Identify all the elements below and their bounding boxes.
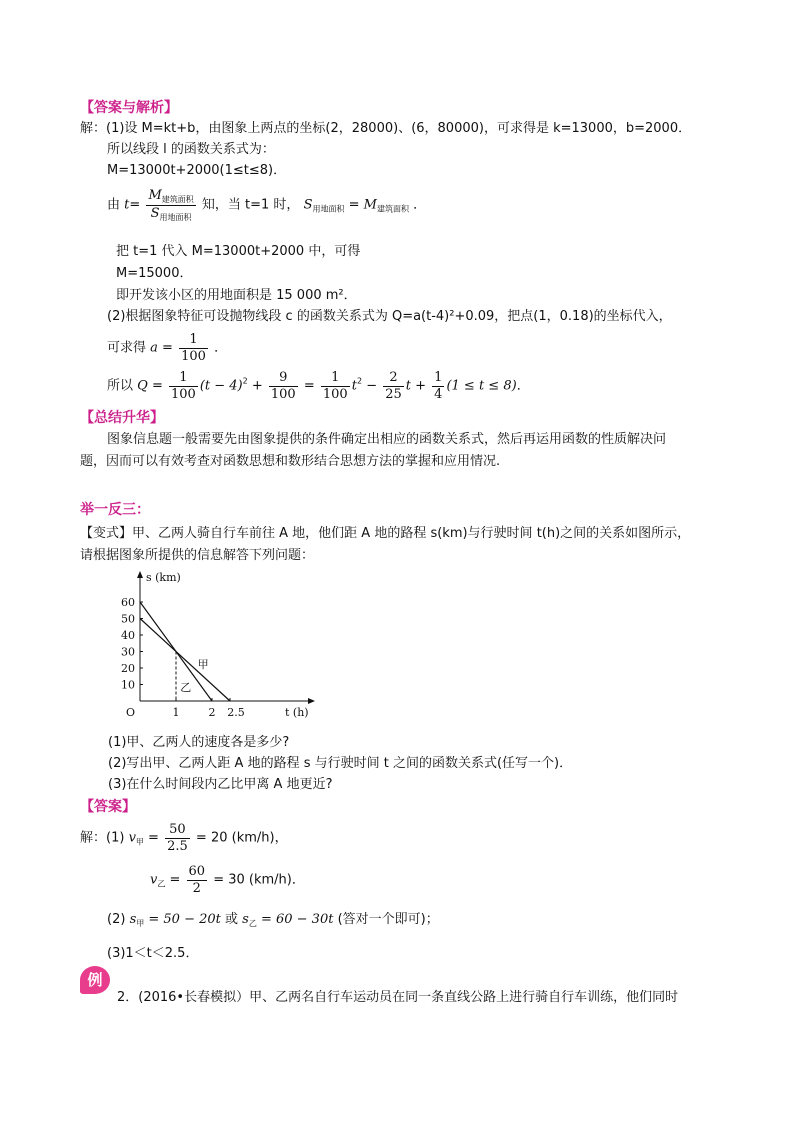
y-tick-label: 50	[121, 612, 135, 626]
answer-line-4: (3)1＜t＜2.5．	[107, 946, 199, 961]
series-label-jia: 甲	[197, 658, 209, 671]
x-tick-label: 2.5	[227, 706, 245, 719]
series-label-yi: 乙	[180, 681, 192, 695]
example-2-text: 2．(2016•长春模拟）甲、乙两名自行车运动员在同一条直线公路上进行骑自行车训练，他们同时	[117, 990, 679, 1005]
question-3: (3)在什么时间段内乙比甲离 A 地更近?	[108, 777, 333, 792]
summary-line-2: 题，因而可以有效考查对函数思想和数形结合思想方法的掌握和应用情况.	[80, 454, 501, 469]
solution-line-6: M=15000．	[116, 266, 193, 281]
solution-line-1: 解：(1)设 M=kt+b，由图象上两点的坐标(2，28000)、(6，80000)，可求得是 k=13000，b=2000．	[80, 121, 692, 136]
section-answer-analysis: 【答案与解析】	[80, 100, 178, 116]
section-summary: 【总结升华】	[80, 410, 164, 426]
solution-line-4: 由 t= $\frac{M_{建筑面积}}{S_{用地面积}}$ 知，当 t=1 时， $S_{用地面积} = M_{建筑面积}$ ．	[107, 188, 427, 222]
y-tick-label: 60	[121, 596, 135, 609]
y-tick-label: 20	[121, 662, 135, 675]
x-tick-label: 2	[208, 706, 216, 719]
variant-line-2: 请根据图象所提供的信息解答下列问题：	[80, 548, 315, 563]
answer-line-3: (2) $s_甲 = 50 - 20t$ 或 $s_乙 = 60 - 30t$ (答对一个即可)；	[107, 912, 439, 928]
answer-line-1: 解：(1) $v_甲$ = $\frac{50}{2.5}$ = 20 (km/h)，	[80, 822, 288, 854]
answer-line-2: $v_乙$ = $\frac{60}{2}$ = 30 (km/h)．	[150, 864, 305, 896]
variant-line-1: 【变式】甲、乙两人骑自行车前往 A 地，他们距 A 地的路程 s(km)与行驶时间 t(h)之间的关系如图所示，	[80, 526, 691, 541]
y-axis-label: s (km)	[146, 571, 181, 584]
ratio-fraction: $\frac{M_{建筑面积}}{S_{用地面积}}$	[148, 188, 194, 222]
summary-line-1: 图象信息题一般需要先由图象提供的条件确定出相应的函数关系式，然后再运用函数的性质解决问	[107, 432, 667, 447]
question-2: (2)写出甲、乙两人距 A 地的路程 s 与行驶时间 t 之间的函数关系式(任写一个)．	[108, 756, 573, 771]
y-tick-label: 30	[121, 645, 135, 659]
y-axis-arrow	[137, 571, 143, 578]
y-tick-label: 10	[121, 678, 135, 692]
solution-line-3: M=13000t+2000(1≤t≤8)．	[107, 163, 287, 178]
origin-label: O	[126, 706, 136, 719]
solution-line-8: (2)根据图象特征可设抛物线段 c 的函数关系式为 Q=a(t-4)²+0.09，把点(1，0.18)的坐标代入，	[107, 309, 672, 324]
solution-line-10: 所以 Q = $\frac{1}{100}$ $(t - 4)^2$ + $\frac{9}{100}$ = $\frac{1}{100}$ $t^2$ − $\frac{2}{25}$ t + $\frac{1}{4}$ (1 ≤ t ≤ 8)．	[107, 370, 530, 402]
section-answer: 【答案】	[80, 799, 136, 815]
example-badge: 例	[80, 966, 110, 994]
x-tick-label: 1	[172, 706, 180, 719]
solution-line-2: 所以线段 l 的函数关系式为：	[107, 142, 275, 157]
question-1: (1)甲、乙两人的速度各是多少?	[108, 735, 290, 750]
solution-line-9: 可求得 a = $\frac{1}{100}$ ．	[107, 332, 228, 364]
solution-line-7: 即开发该小区的用地面积是 15 000 m²．	[116, 288, 357, 303]
distance-time-chart	[110, 568, 320, 723]
x-axis-label: t (h)	[285, 706, 309, 719]
solution-line-5: 把 t=1 代入 M=13000t+2000 中，可得	[116, 244, 361, 259]
x-axis-arrow	[308, 698, 315, 704]
section-example-three: 举一反三：	[80, 502, 150, 518]
y-tick-label: 40	[121, 629, 135, 642]
